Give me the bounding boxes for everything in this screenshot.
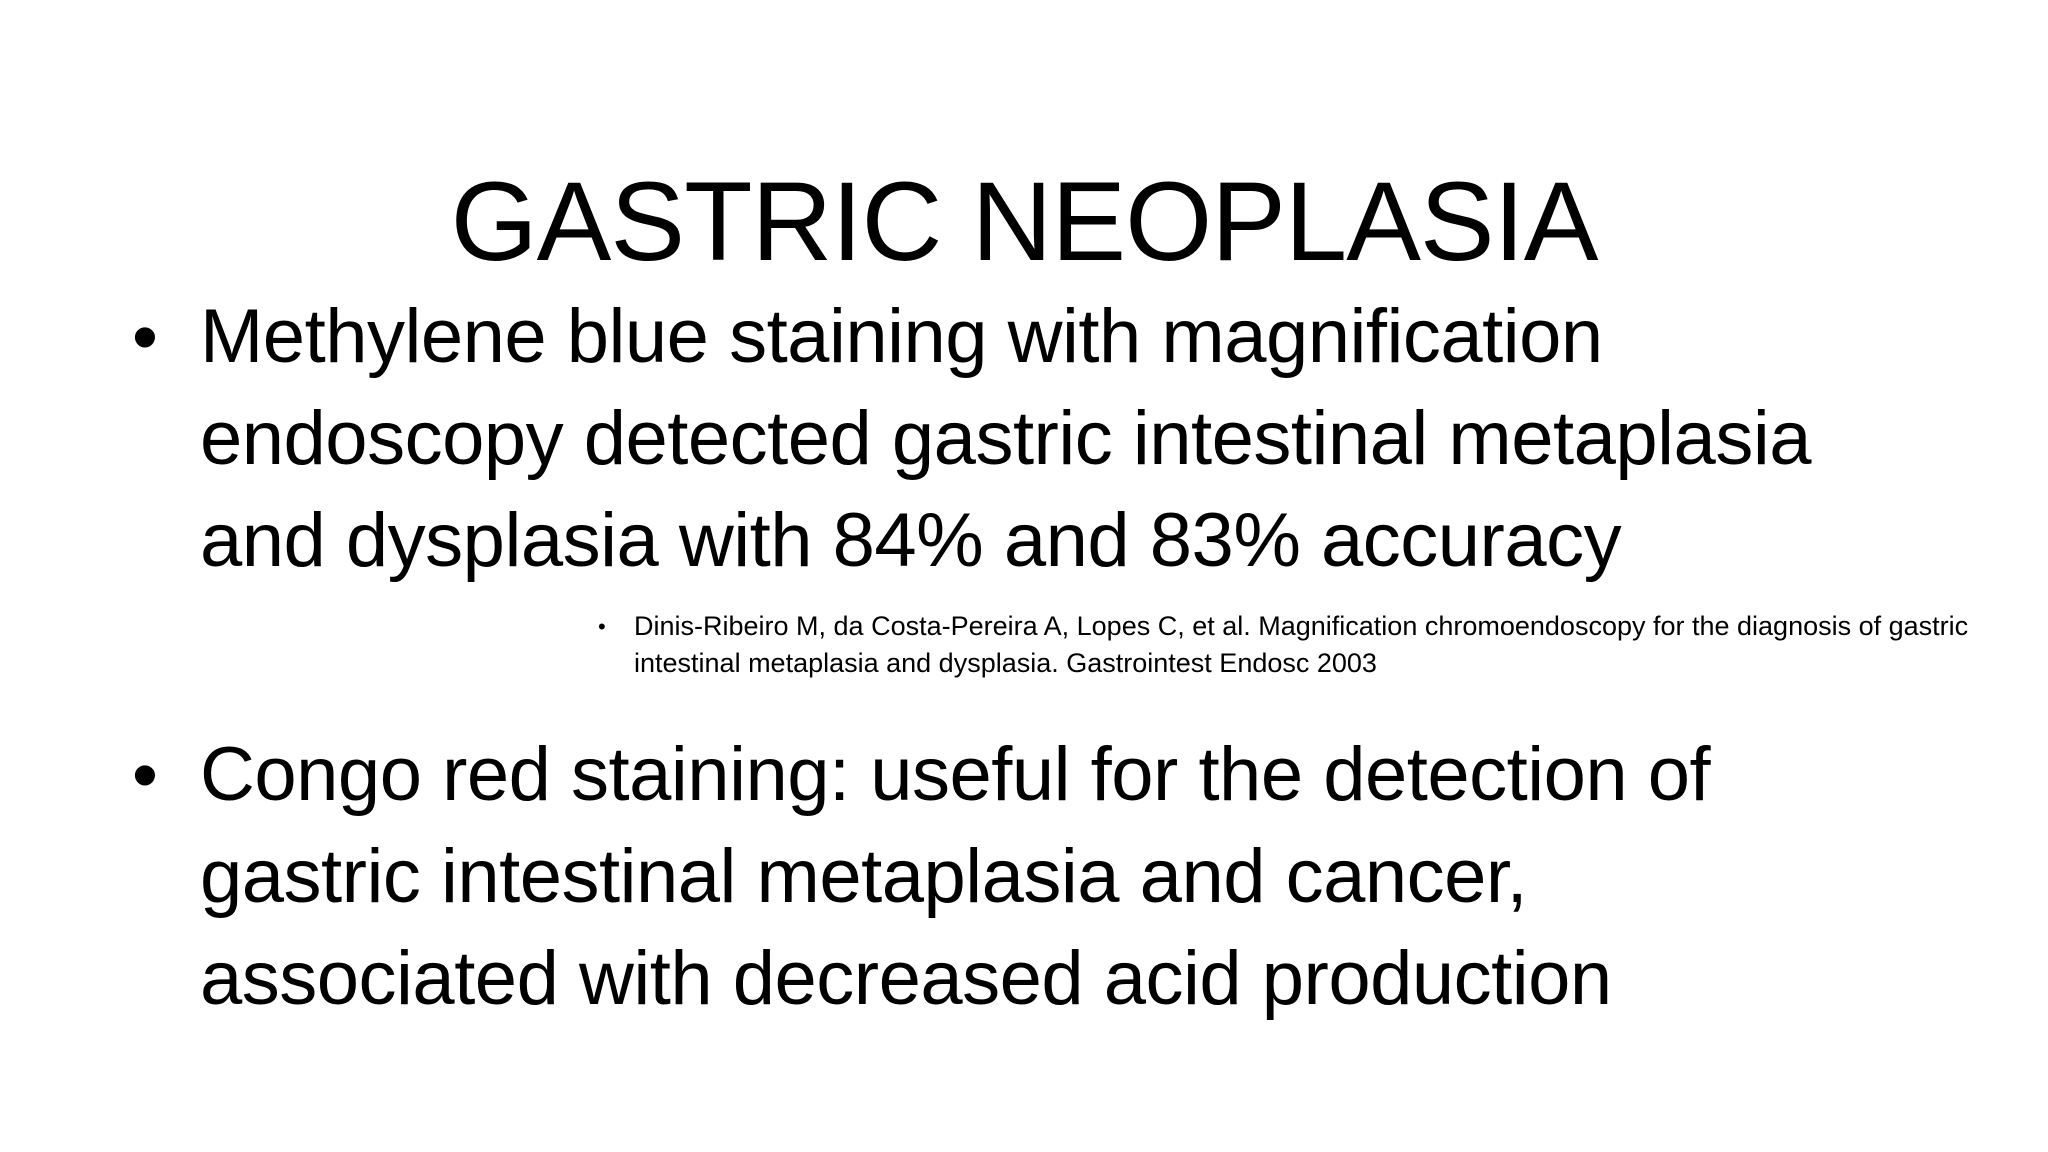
citation [598,608,2038,682]
slide-title: GASTRIC NEOPLASIA [450,159,1598,285]
bullet-marker: • [132,733,158,816]
bullet-line: endoscopy detected gastric intestinal metaplasia [200,396,1811,481]
bullet-text [200,286,1960,592]
bullet-text [200,724,1960,1030]
bullet-item [132,724,1972,1030]
bullet-line: associated with decreased acid production [200,936,1612,1021]
citation-marker: • [598,614,606,639]
bullet-line: Congo red staining: useful for the detection of [200,732,1711,817]
bullet-line: and dysplasia with 84% and 83% accuracy [200,498,1622,583]
bullet-line: gastric intestinal metaplasia and cancer, [200,834,1528,919]
bullet-line: Methylene blue staining with magnification [200,294,1603,379]
citation-line: Dinis-Ribeiro M, da Costa-Pereira A, Lopes C, et al. Magnification chromoendoscopy for the diagnosis of gastric [634,611,1969,641]
bullet-item [132,286,1972,592]
citation-text [634,608,1968,682]
citation-line: intestinal metaplasia and dysplasia. Gastrointest Endosc 2003 [634,648,1377,678]
bullet-marker: • [132,295,158,378]
